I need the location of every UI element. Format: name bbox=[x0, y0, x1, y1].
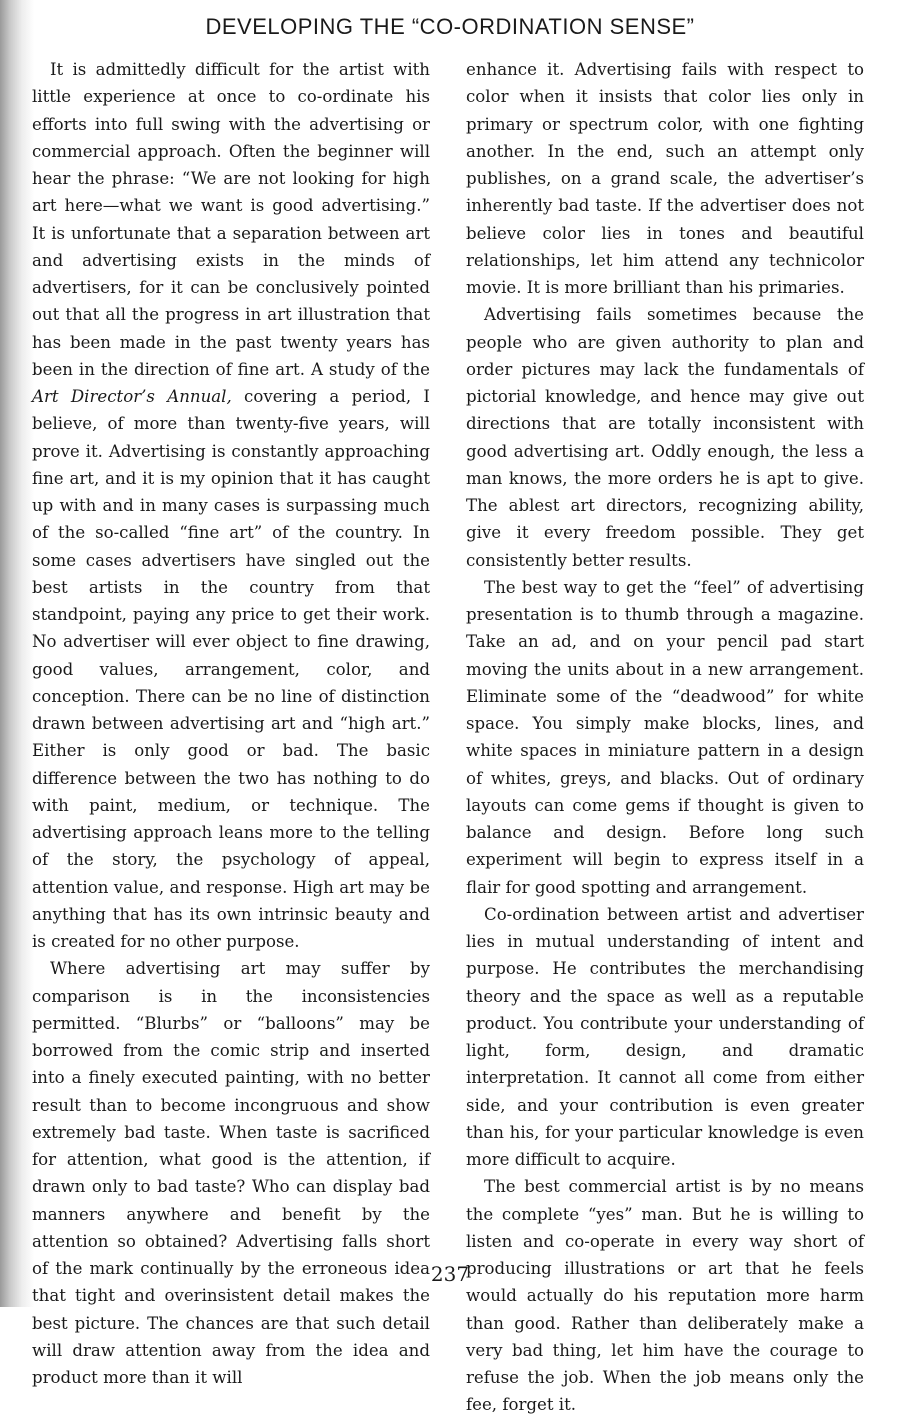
paragraph-text: covering a period, I believe, of more than twenty-five years, will prove it. Advertising is constantly approaching fine art, and it is my opinion that it has caught up with and in many cases is surpassing much of the so-called “fine art” of the country. In some cases advertisers have singled out the best artists in the country from that standpoint, paying any price to get their work. No advertiser will ever object to fine drawing, good values, arrangement, color, and conception. There can be no line of distinction drawn between advertising art and “high art.” Either is only good or bad. The basic difference between the two has nothing to do with paint, medium, or technique. The advertising approach leans more to the telling of the story, the psychology of appeal, attention value, and response. High art may be anything that has its own intrinsic beauty and is created for no other purpose. bbox=[32, 387, 430, 951]
left-column bbox=[32, 56, 430, 1391]
paragraph-text: It is admittedly difficult for the artist with little experience at once to co-ordinate his efforts into full swing with the advertising or commercial approach. Often the beginner will hear the phrase: “We are not looking for high art here—what we want is good advertising.” It is unfortunate that a separation between art and advertising exists in the minds of advertisers, for it can be conclusively pointed out that all the progress in art illustration that has been made in the past twenty years has been in the direction of fine art. A study of the bbox=[32, 60, 430, 379]
paragraph: The best way to get the “feel” of advertising presentation is to thumb through a magazine. Take an ad, and on your pencil pad start moving the units about in a new arrangement. Eliminate some of the “deadwood” for white space. You simply make blocks, lines, and white spaces in miniature pattern in a design of whites, greys, and blacks. Out of ordinary layouts can come gems if thought is given to balance and design. Before long such experiment will begin to express itself in a flair for good spotting and arrangement. bbox=[466, 577, 864, 897]
running-head: DEVELOPING THE “CO-ORDINATION SENSE” bbox=[205, 14, 695, 39]
paragraph: Where advertising art may suffer by comparison is in the inconsistencies permitted. “Blurbs” or “balloons” may be borrowed from the comic strip and inserted into a finely executed painting, with no better result than to become incongruous and show extremely bad taste. When taste is sacrificed for attention, what good is the attention, if drawn only to bad taste? Who can display bad manners anywhere and benefit by the attention so obtained? Advertising falls short of the mark continually by the erroneous idea that tight and overinsistent detail makes the best picture. The chances are that such detail will draw attention away from the idea and product more than it will bbox=[32, 959, 430, 1387]
page-number: 237 bbox=[430, 1262, 470, 1286]
paragraph: The best commercial artist is by no means the complete “yes” man. But he is willing to listen and co-operate in every way short of producing illustrations or art that he feels would actually do his reputation more harm than good. Rather than deliberately make a very bad thing, let him have the courage to refuse the job. When the job means only the fee, forget it. bbox=[466, 1177, 864, 1415]
book-title-italic: Art Director’s Annual, bbox=[32, 387, 232, 406]
right-column bbox=[466, 56, 864, 1419]
paragraph: Co-ordination between artist and advertiser lies in mutual understanding of intent and purpose. He contributes the merchandising theory and the space as well as a reputable product. You contribute your understanding of light, form, design, and dramatic interpretation. It cannot all come from either side, and your contribution is even greater than his, for your particular knowledge is even more difficult to acquire. bbox=[466, 904, 864, 1169]
paragraph: Advertising fails sometimes because the people who are given authority to plan and order pictures may lack the fundamentals of pictorial knowledge, and hence may give out directions that are totally inconsistent with good advertising art. Oddly enough, the less a man knows, the more orders he is apt to give. The ablest art directors, recognizing ability, give it every freedom possible. They get consistently better results. bbox=[466, 305, 864, 570]
paragraph-continued: enhance it. Advertising fails with respect to color when it insists that color lies only in primary or spectrum color, with one fighting another. In the end, such an attempt only publishes, on a grand scale, the advertiser’s inherently bad taste. If the advertiser does not believe color lies in tones and beautiful relationships, let him attend any technicolor movie. It is more brilliant than his primaries. bbox=[466, 60, 864, 297]
binding-gutter-shadow bbox=[0, 0, 34, 1307]
paragraph bbox=[32, 56, 430, 955]
